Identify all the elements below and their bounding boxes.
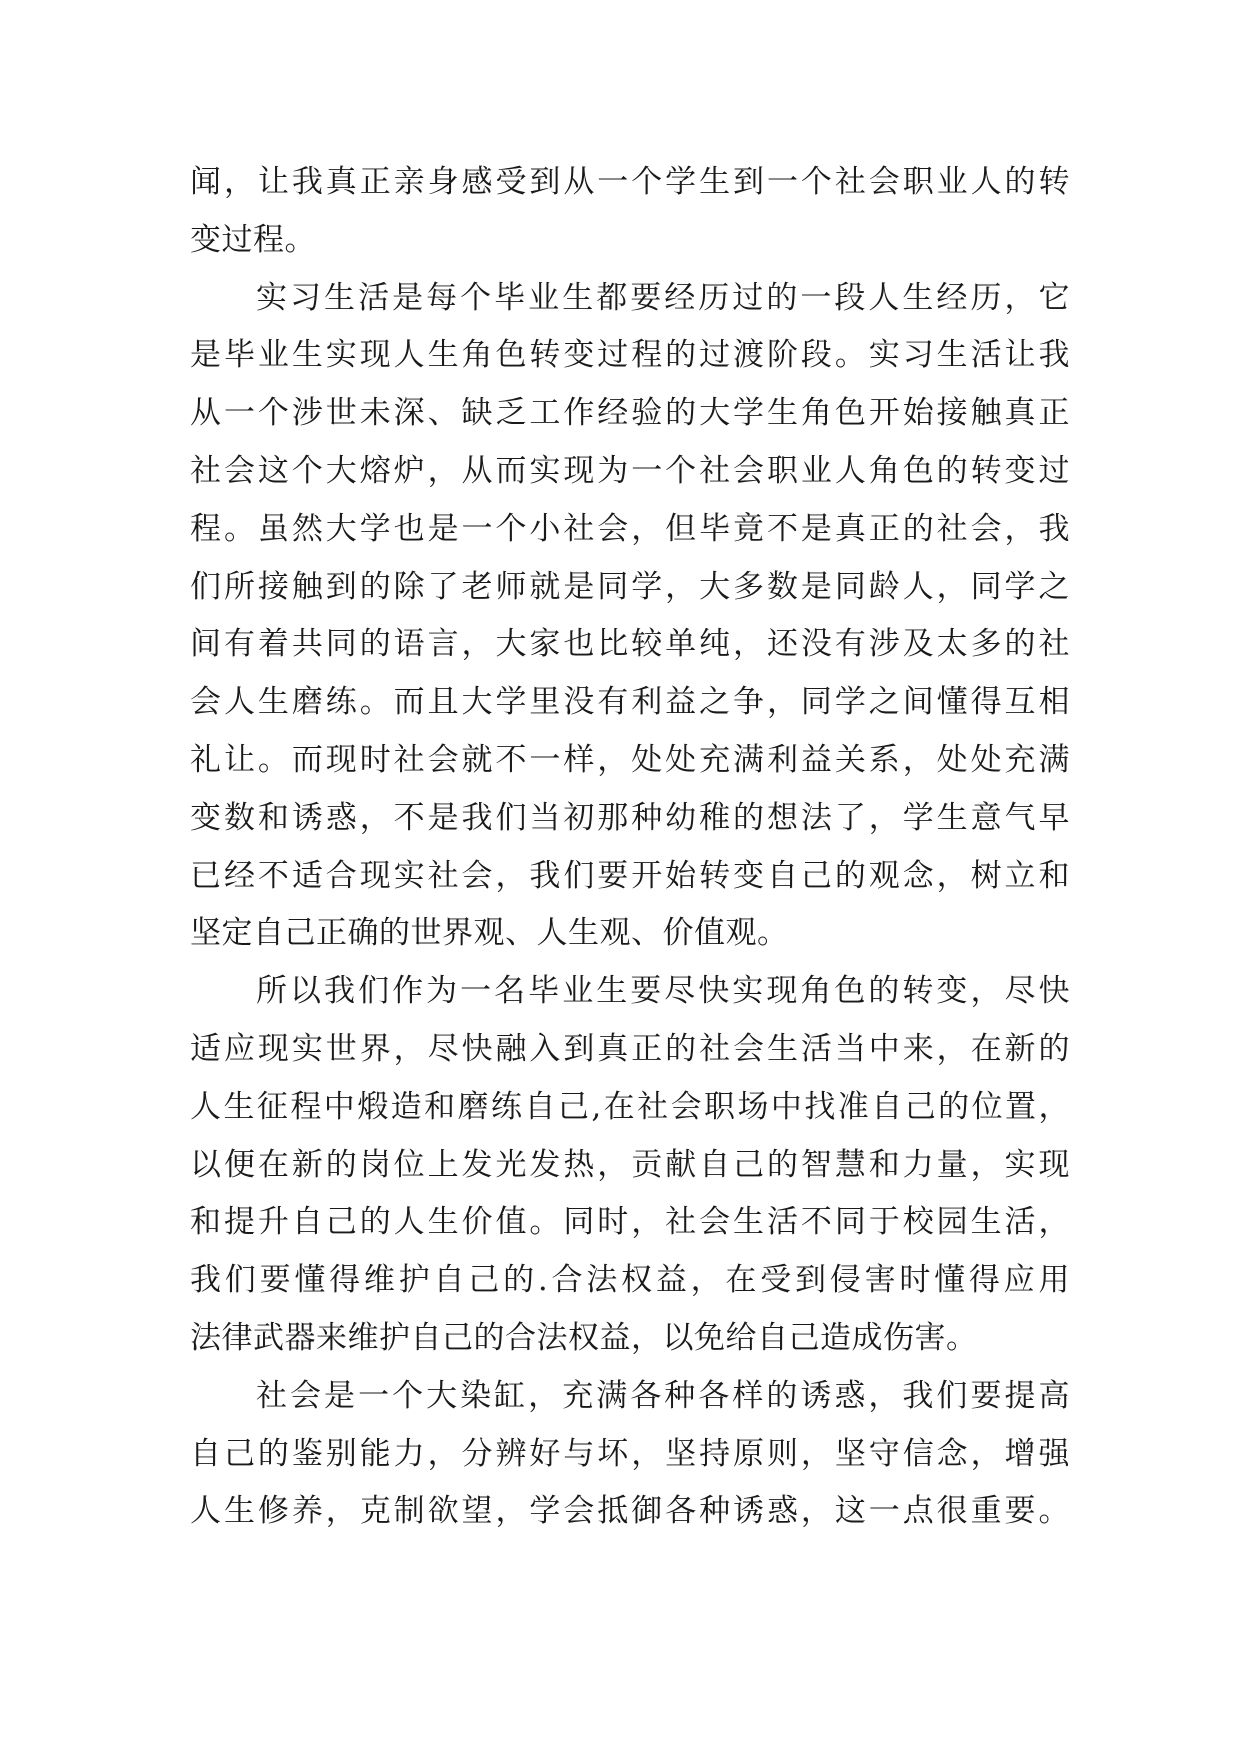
text-line: 从一个涉世未深、缺乏工作经验的大学生角色开始接触真正 [190, 395, 1070, 432]
text-line: 法律武器来维护自己的合法权益，以免给自己造成伤害。 [190, 1319, 978, 1356]
body-text [190, 154, 1070, 1541]
text-line: 自己的鉴别能力，分辨好与坏，坚持原则，坚守信念，增强 [190, 1435, 1070, 1472]
text-line: 闻，让我真正亲身感受到从一个学生到一个社会职业人的转 [190, 164, 1070, 200]
text-line: 和提升自己的人生价值。同时，社会生活不同于校园生活， [190, 1204, 1070, 1241]
text-line: 所以我们作为一名毕业生要尽快实现角色的转变，尽快 [256, 973, 1070, 1010]
text-line: 社会这个大熔炉，从而实现为一个社会职业人角色的转变过 [190, 452, 1070, 489]
text-line: 间有着共同的语言，大家也比较单纯，还没有涉及太多的社 [190, 626, 1070, 663]
text-line: 我们要懂得维护自己的.合法权益，在受到侵害时懂得应用 [190, 1262, 1070, 1299]
text-line: 人生征程中煅造和磨练自己,在社会职场中找准自己的位置， [190, 1088, 1070, 1125]
text-line: 是毕业生实现人生角色转变过程的过渡阶段。实习生活让我 [190, 337, 1070, 374]
text-line: 变过程。 [190, 221, 316, 258]
text-line: 社会是一个大染缸，充满各种各样的诱惑，我们要提高 [256, 1377, 1070, 1414]
text-line: 已经不适合现实社会，我们要开始转变自己的观念，树立和 [190, 857, 1070, 894]
text-line: 变数和诱惑，不是我们当初那种幼稚的想法了，学生意气早 [190, 799, 1070, 836]
text-line: 礼让。而现时社会就不一样，处处充满利益关系，处处充满 [190, 741, 1070, 778]
text-line: 以便在新的岗位上发光发热，贡献自己的智慧和力量，实现 [190, 1146, 1070, 1183]
text-line: 适应现实世界，尽快融入到真正的社会生活当中来，在新的 [190, 1030, 1070, 1067]
text-line: 们所接触到的除了老师就是同学，大多数是同龄人，同学之 [190, 568, 1070, 605]
text-line: 会人生磨练。而且大学里没有利益之争，同学之间懂得互相 [190, 684, 1070, 721]
text-line: 程。虽然大学也是一个小社会，但毕竟不是真正的社会，我 [190, 510, 1070, 547]
text-line: 坚定自己正确的世界观、人生观、价值观。 [190, 915, 789, 952]
text-line: 人生修养，克制欲望，学会抵御各种诱惑，这一点很重要。 [190, 1493, 1070, 1530]
text-line: 实习生活是每个毕业生都要经历过的一段人生经历，它 [256, 279, 1070, 316]
